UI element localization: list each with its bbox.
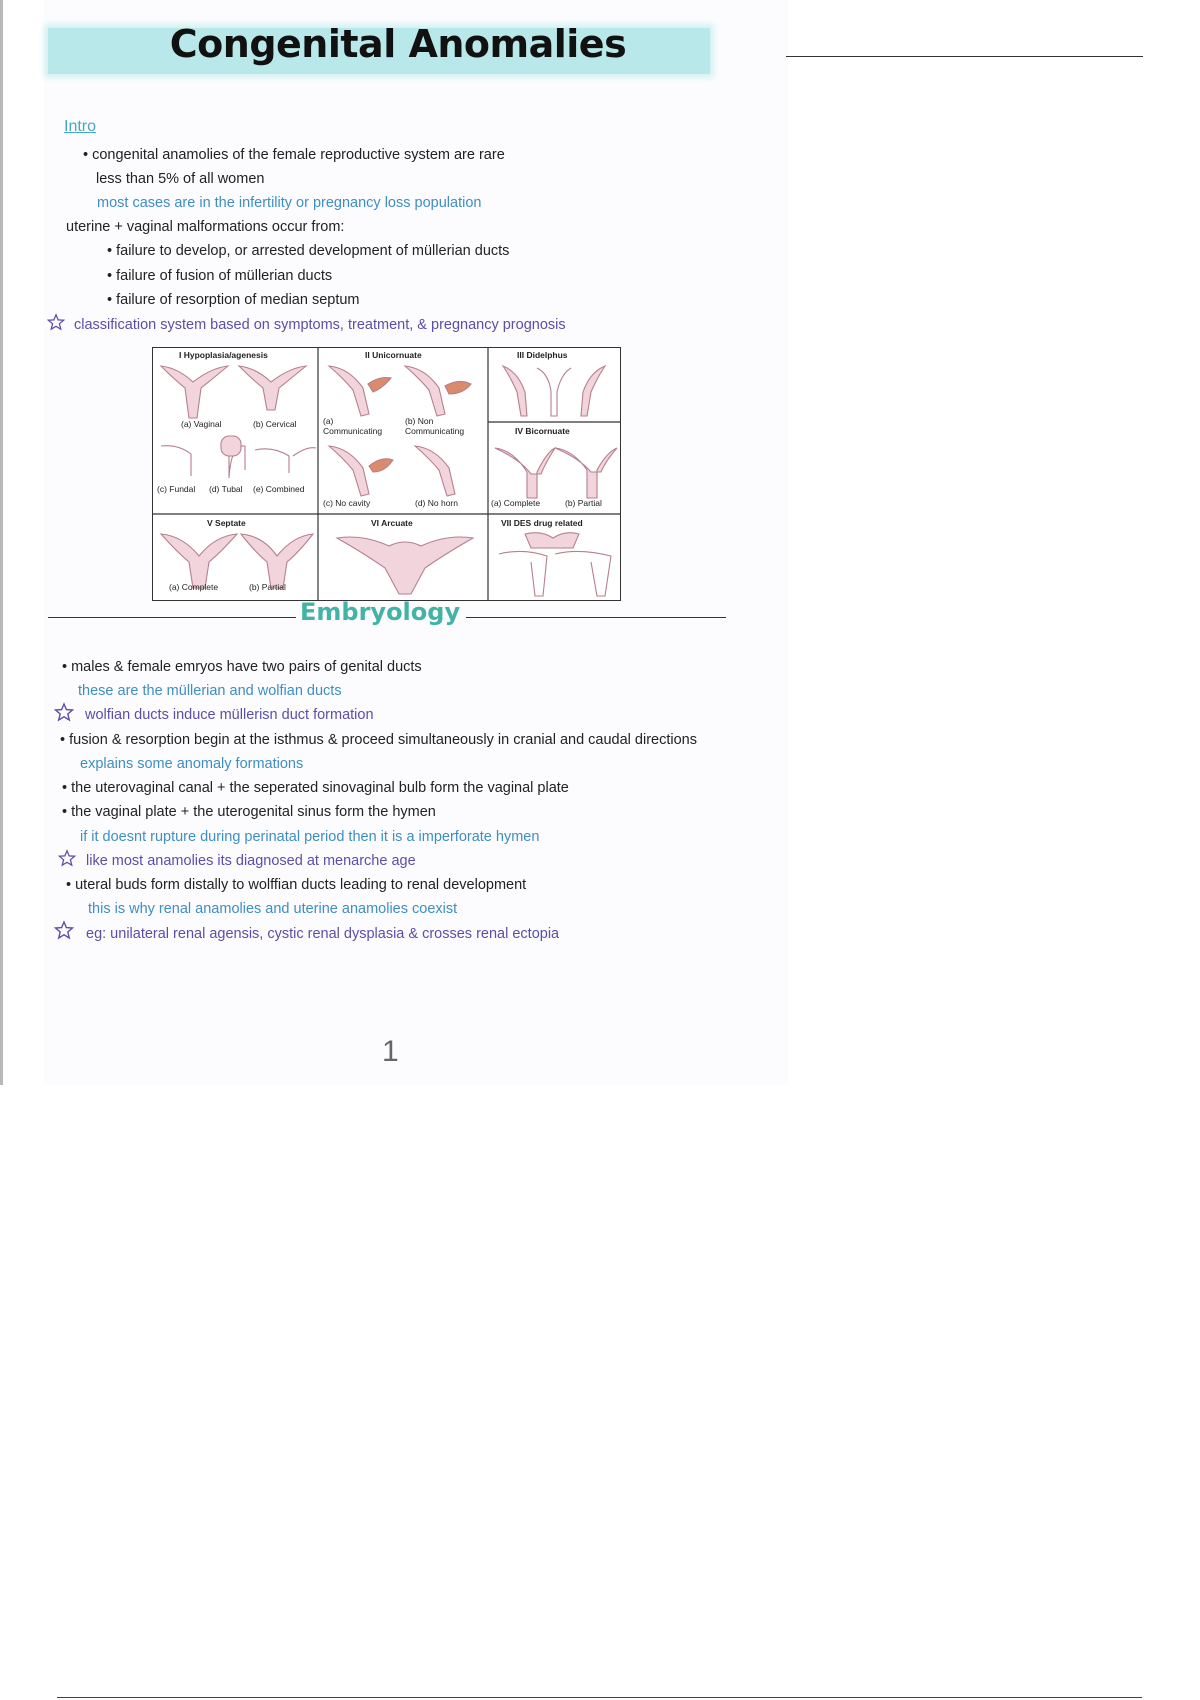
diagram-label: (c) No cavity (323, 498, 371, 508)
diagram-label: (d) No horn (415, 498, 458, 508)
diagram-header: V Septate (207, 518, 246, 528)
diagram-header: VII DES drug related (501, 518, 583, 528)
diagram-header: I Hypoplasia/agenesis (179, 350, 268, 360)
embryology-line: if it doesnt rupture during perinatal period then it is a imperforate hymen (80, 829, 540, 845)
page-title: Congenital Anomalies (169, 22, 627, 66)
star-icon (58, 849, 76, 867)
classification-diagram (152, 347, 621, 601)
diagram-header: III Didelphus (517, 350, 568, 360)
diagram-header: VI Arcuate (371, 518, 413, 528)
section-divider-left (48, 617, 296, 618)
embryology-line: wolfian ducts induce müllerisn duct formation (85, 707, 374, 723)
embryology-line: explains some anomaly formations (80, 756, 304, 772)
diagram-label: (d) Tubal (209, 484, 243, 494)
embryology-line: this is why renal anamolies and uterine anamolies coexist (88, 901, 458, 917)
intro-line: • congenital anamolies of the female reproductive system are rare (83, 147, 505, 163)
intro-line: less than 5% of all women (96, 171, 265, 187)
diagram-label: Communicating (405, 426, 465, 436)
embryology-line: • fusion & resorption begin at the isthmus & proceed simultaneously in cranial and caudal directions (60, 732, 697, 748)
uterus-diagram-grid (153, 348, 620, 600)
embryology-line: like most anamolies its diagnosed at menarche age (86, 853, 416, 869)
bottom-rule (57, 1697, 1142, 1698)
diagram-label: (b) Partial (565, 498, 602, 508)
embryology-line: • the vaginal plate + the uterogenital sinus form the hymen (62, 804, 436, 820)
diagram-label: (a) Complete (169, 582, 219, 592)
embryology-line: eg: unilateral renal agensis, cystic renal dysplasia & crosses renal ectopia (86, 926, 560, 942)
page-number: 1 (382, 1035, 399, 1068)
diagram-label: (e) Combined (253, 484, 305, 494)
embryology-line: • uteral buds form distally to wolffian ducts leading to renal development (66, 877, 527, 893)
embryology-heading: Embryology (300, 598, 461, 626)
intro-heading: Intro (64, 118, 97, 135)
intro-line: uterine + vaginal malformations occur from: (66, 219, 345, 235)
diagram-label: (a) Complete (491, 498, 541, 508)
intro-line: • failure to develop, or arrested development of müllerian ducts (107, 243, 510, 259)
embryology-line: these are the müllerian and wolfian ducts (78, 683, 342, 699)
diagram-label: (b) Cervical (253, 419, 297, 429)
embryology-line: • males & female emryos have two pairs of genital ducts (62, 659, 422, 675)
intro-line: classification system based on symptoms, treatment, & pregnancy prognosis (74, 317, 566, 333)
diagram-header: IV Bicornuate (515, 426, 570, 436)
diagram-label: Communicating (323, 426, 383, 436)
star-icon (47, 313, 65, 331)
title-rule (786, 56, 1143, 57)
intro-line: most cases are in the infertility or pregnancy loss population (97, 195, 482, 211)
diagram-header: II Unicornuate (365, 350, 422, 360)
diagram-label: (a) Vaginal (181, 419, 222, 429)
diagram-label: (b) Partial (249, 582, 286, 592)
intro-line: • failure of resorption of median septum (107, 292, 360, 308)
intro-line: • failure of fusion of müllerian ducts (107, 268, 333, 284)
diagram-label: (b) Non (405, 416, 434, 426)
embryology-line: • the uterovaginal canal + the seperated sinovaginal bulb form the vaginal plate (62, 780, 569, 796)
section-divider-right (466, 617, 726, 618)
diagram-label: (a) (323, 416, 334, 426)
star-icon (54, 920, 74, 940)
left-edge-rule (0, 0, 3, 1085)
star-icon (54, 702, 74, 722)
diagram-label: (c) Fundal (157, 484, 196, 494)
